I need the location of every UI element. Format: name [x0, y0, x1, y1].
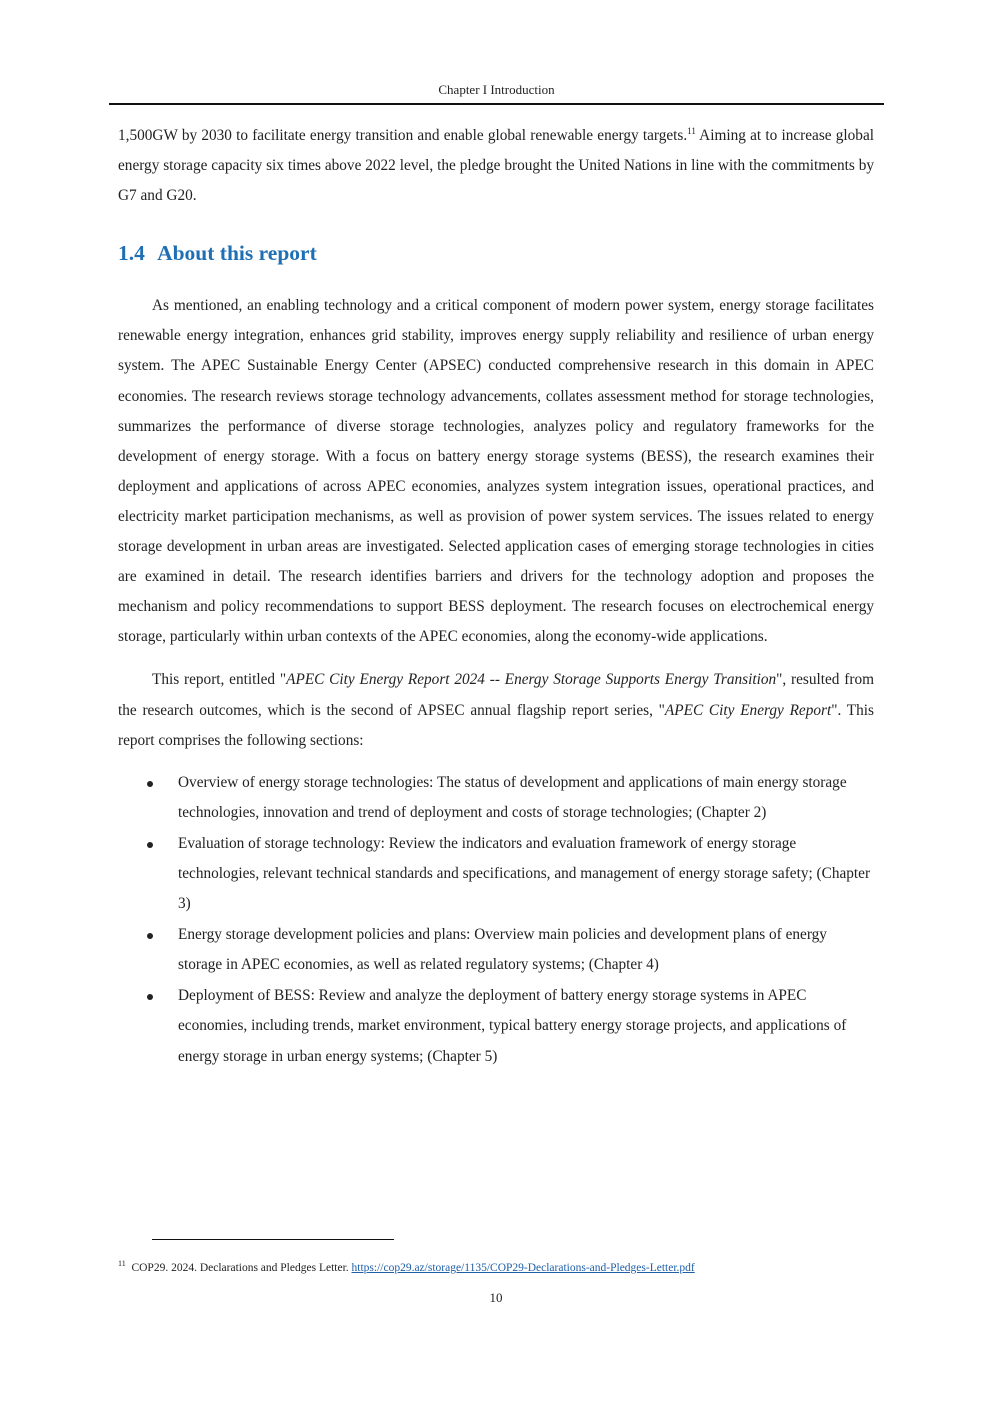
- report-series-title: APEC City Energy Report: [664, 701, 832, 719]
- list-item-text: Evaluation of storage technology: Review the indicators and evaluation framework of energy storage technologies, relevant technical standards and specifications, and management of energy storage safety; (Chapter 3): [178, 834, 871, 913]
- section-number: 1.4: [118, 241, 145, 266]
- running-header: Chapter I Introduction: [438, 82, 555, 97]
- intro-text-continued: Aiming at to increase global energy storage capacity six times above 2022 level, the pledge brought the United Nations in line with the commitments by G7 and G20.: [118, 127, 874, 205]
- footnote-reference[interactable]: 11: [687, 125, 696, 136]
- list-item: [118, 920, 874, 980]
- list-item: [118, 829, 874, 919]
- footnote-link[interactable]: https://cop29.az/storage/1135/COP29-Declarations-and-Pledges-Letter.pdf: [351, 1262, 695, 1274]
- section-title: About this report: [157, 241, 317, 266]
- paragraph-2-text: This report, entitled ": [152, 671, 287, 689]
- bullet-icon: [147, 933, 153, 939]
- page-number: 10: [489, 1290, 503, 1305]
- paragraph-2-text: ". This report comprises the following sections:: [118, 701, 874, 749]
- header-rule: [109, 103, 884, 105]
- bullet-icon: [147, 994, 153, 1000]
- paragraph-2-text: ", resulted from the research outcomes, which is the second of APSEC annual flagship report series, ": [118, 671, 874, 719]
- list-item: [118, 981, 874, 1071]
- bullet-icon: [147, 842, 153, 848]
- footnote-number: 11: [118, 1259, 126, 1269]
- page-body: [118, 121, 874, 1073]
- body-paragraph-1: As mentioned, an enabling technology and a critical component of modern power system, energy storage facilitates renewable energy integration, enhances grid stability, improves energy supply reliability and resilience of urban energy system. The APEC Sustainable Energy Center (APSEC) conducted comprehensive research in this domain in APEC economies. The research reviews storage technology advancements, collates assessment method for storage technologies, summarizes the performance of diverse storage technologies, analyzes policy and regulatory frameworks for the development of energy storage. With a focus on battery energy storage systems (BESS), the research examines their deployment and applications of across APEC economies, analyzes system integration issues, operational practices, and electricity market participation mechanisms, as well as provision of power system services. The issues related to energy storage development in urban areas are investigated. Selected application cases of emerging storage technologies in cities are examined in detail. The research identifies barriers and drivers for the technology adoption and proposes the mechanism and policy recommendations to support BESS deployment. The research focuses on electrochemical energy storage, particularly within urban contexts of the APEC economies, along the economy-wide applications.: [118, 297, 874, 646]
- report-title: APEC City Energy Report 2024 -- Energy Storage Supports Energy Transition: [286, 671, 777, 689]
- footnote-text: COP29. 2024. Declarations and Pledges Letter.: [131, 1262, 352, 1274]
- intro-paragraph: [118, 121, 874, 211]
- footnote: [118, 1259, 695, 1274]
- list-item-text: Deployment of BESS: Review and analyze the deployment of battery energy storage systems in APEC economies, including trends, market environment, typical battery energy storage projects, and applications of energy storage in urban energy systems; (Chapter 5): [178, 987, 847, 1065]
- list-item-text: Overview of energy storage technologies: The status of development and applications of main energy storage technologies, innovation and trend of deployment and costs of storage technologies; (Chapter 2): [178, 773, 847, 821]
- intro-text: 1,500GW by 2030 to facilitate energy transition and enable global renewable energy targets.: [118, 127, 688, 144]
- sections-list: [118, 768, 874, 1072]
- bullet-icon: [147, 781, 153, 787]
- paragraph-gap: [118, 652, 874, 665]
- section-heading: [118, 238, 874, 268]
- list-item: [118, 768, 874, 828]
- list-item-text: Energy storage development policies and plans: Overview main policies and development plans of energy storage in APEC economies, as well as related regulatory systems; (Chapter 4): [178, 926, 827, 974]
- footnote-separator: [152, 1239, 394, 1240]
- body-paragraph-2: [118, 665, 874, 755]
